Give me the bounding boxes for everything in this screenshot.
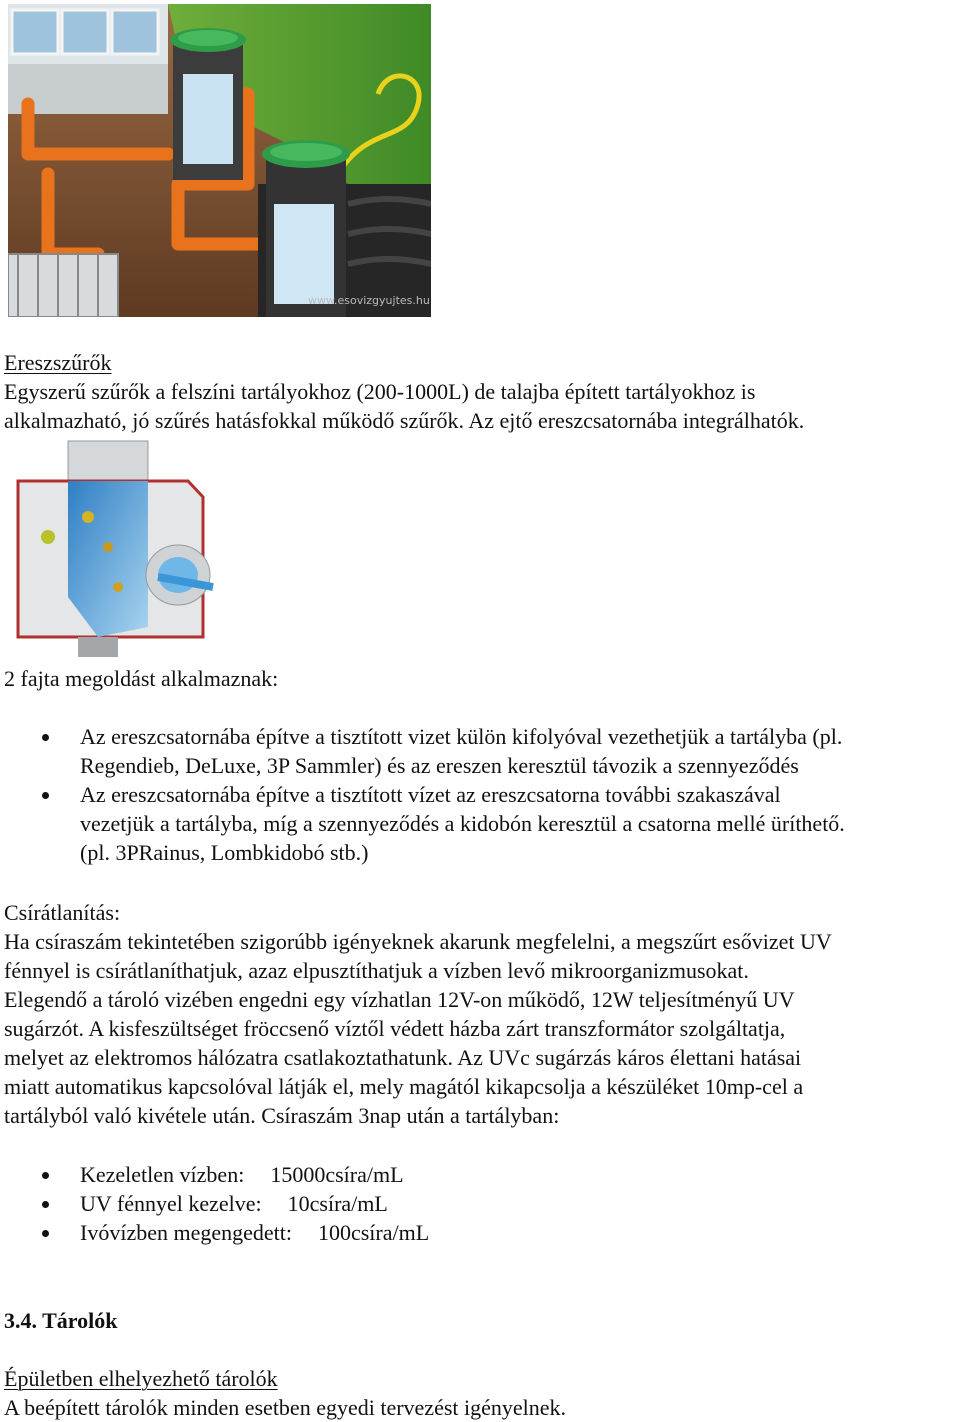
filter-shaft <box>170 28 246 180</box>
list-item: Az ereszcsatornába építve a tisztított vízet az ereszcsatorna további szakaszával vezetjük a tartályba, míg a szennyeződés a kidobón keresztül a csatorna mellé üríthető. (pl. 3PRainus, Lombkidobó stb.) <box>0 780 960 867</box>
list-item: Az ereszcsatornába építve a tisztított vizet külön kifolyóval vezethetjük a tartályba (pl. Regendieb, DeLuxe, 3P Sammler) és az ereszen keresztül távozik a szennyeződés <box>0 722 960 780</box>
list-item: Ivóvízben megengedett: 100csíra/mL <box>0 1218 960 1247</box>
list-item: UV fénnyel kezelve: 10csíra/mL <box>0 1189 960 1218</box>
paragraph-line: melyet az elektromos hálózatra csatlakoztathatunk. Az UVc sugárzás káros élettani hatásai <box>4 1045 802 1070</box>
paragraph-line: miatt automatikus kapcsolóval látják el, mely magától kikapcsolja a készüléket 10mp-cel a <box>4 1074 804 1099</box>
drainage-crate <box>8 254 118 317</box>
section-heading-ereszszurok: Ereszszűrők <box>4 350 112 375</box>
paragraph-line: Ha csíraszám tekintetében szigorúbb igényeknek akarunk megfelelni, a megszűrt esővizet UV <box>4 929 832 954</box>
building-wall <box>8 4 168 114</box>
paragraph-line: sugárzót. A kisfeszültséget fröccsenő víztől védett házba zárt transzformátor szolgáltatja, <box>4 1016 786 1041</box>
paragraph-line: Elegendő a tároló vizében engedni egy vízhatlan 12V-on működő, 12W teljesítményű UV <box>4 987 795 1012</box>
filter-cutaway-illustration <box>8 437 218 659</box>
paragraph-line: A beépített tárolók minden esetben egyedi tervezést igényelnek. <box>4 1395 567 1420</box>
section-title-tarolok: 3.4. Tárolók <box>4 1308 118 1333</box>
subheading-epuletben: Épületben elhelyezhető tárolók <box>4 1366 278 1391</box>
watermark: www.esovizgyujtes.hu <box>308 294 430 307</box>
solution-list <box>0 722 960 867</box>
section-heading-csiratlanitas: Csírátlanítás: <box>4 900 121 925</box>
paragraph-line: tartályból való kivétele után. Csíraszám 3nap után a tartályban: <box>4 1103 560 1128</box>
installation-illustration <box>8 4 431 317</box>
paragraph-line: fénnyel is csírátlaníthatjuk, azaz elpusztíthatjuk a vízben levő mikroorganizmusokat. <box>4 958 749 983</box>
paragraph-line: Egyszerű szűrők a felszíni tartályokhoz (200-1000L) de talajba épített tartályokhoz is <box>4 379 756 404</box>
list-item: Kezeletlen vízben: 15000csíra/mL <box>0 1160 960 1189</box>
germ-count-list <box>0 1160 960 1247</box>
paragraph-line: alkalmazható, jó szűrés hatásfokkal működő szűrők. Az ejtő ereszcsatornába integrálhatók. <box>4 408 805 433</box>
intro-line: 2 fajta megoldást alkalmaznak: <box>4 666 279 691</box>
